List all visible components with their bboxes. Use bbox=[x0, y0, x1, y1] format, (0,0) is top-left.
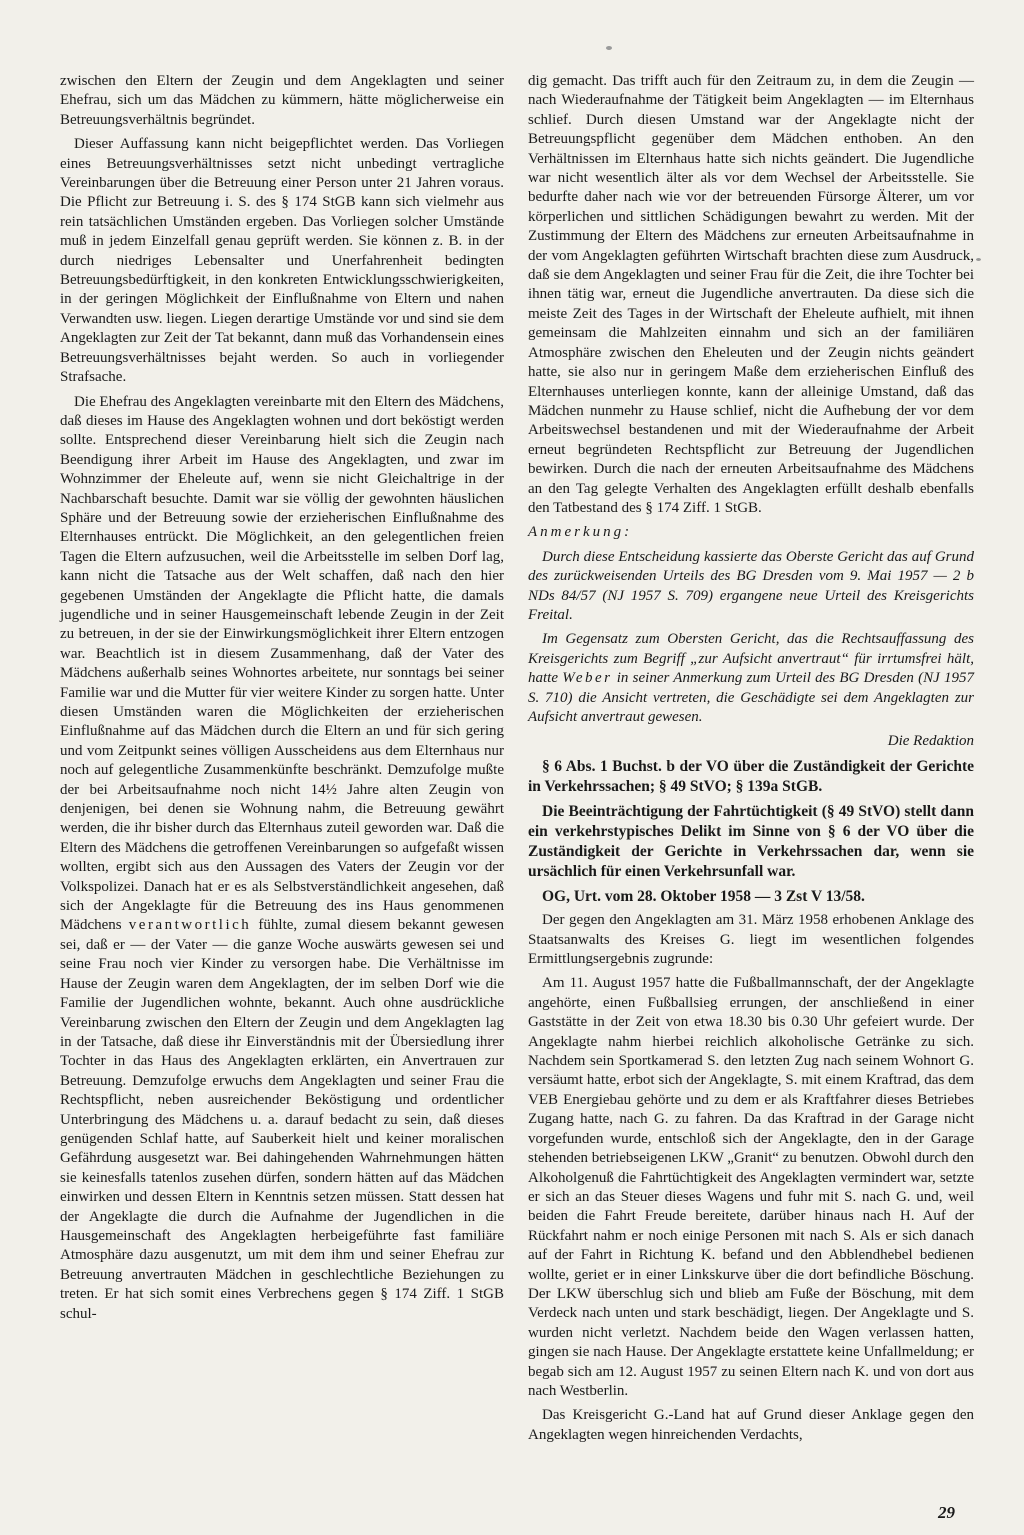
left-column bbox=[60, 72, 504, 1329]
right-column bbox=[528, 72, 974, 1450]
text-run: Im Gegensatz zum Obersten Gericht, das die Rechtsauffassung des Kreisgerichts zum Begriff „zur Aufsicht anvertraut“ für irrtumsfrei hält, hatte bbox=[528, 631, 974, 687]
text-run: fühlte, zumal diesem bekannt gewesen sei, daß er — der Vater — die ganze Woche auswärts gewesen sei und seine Frau noch vier Kinder zu versorgen habe. Die Verhältnisse im Hause der Zeugin waren dem Angeklagten, der im selben Dorf wie die Familie der Jugendlichen wohnte, bekannt. Auch ohne ausdrückliche Vereinbarung zwischen den Eltern der Zeugin und dem Angeklagten lag in der Tatsache, daß diese ihr Einverständnis mit der Übersiedlung ihrer Tochter in das Haus des Angeklagten erklärten, ein Anvertrauen zur Betreuung. Demzufolge erwuchs dem Angeklagten und seiner Frau die Rechtspflicht, neben ausreichender Beköstigung und ordentlicher Unterbringung des Mädchens u. a. darauf bedacht zu sein, daß dieses genügenden Schlaf hatte, auf Sauberkeit hielt und keiner moralischen Gefährdung ausgesetzt war. Bei dahingehenden Wahrnehmungen hätten sie keinesfalls tatenlos zusehen dürfen, sondern hätten auf das Mädchen einwirken und dessen Eltern in Kenntnis setzen müssen. Statt dessen hat der Angeklagte die durch die Aufnahme der Jugendlichen in die Hausgemeinschaft des Angeklagten herbeigeführte fast familiäre Atmosphäre dazu ausgenutzt, um mit dem ihm und seiner Ehefrau zur Betreuung anvertrauten Mädchen in geschlechtliche Beziehungen zu treten. Er hat sich somit eines Verbrechens gegen § 174 Ziff. 1 StGB schul- bbox=[60, 917, 504, 1322]
annotation-paragraph bbox=[528, 630, 974, 727]
text-run: in seiner Anmerkung zum Urteil des BG Dresden (NJ 1957 S. 710) die Ansicht vertreten, die Geschädigte sei dem Angeklagten zur Aufsicht anvertraut gewesen. bbox=[528, 670, 974, 725]
paragraph: zwischen den Eltern der Zeugin und dem Angeklagten und seiner Ehefrau, sich um das Mädchen zu kümmern, hätte möglicherweise ein Betreuungsverhältnis begründet. bbox=[60, 73, 504, 128]
case-reference: OG, Urt. vom 28. Oktober 1958 — 3 Zst V 13/58. bbox=[542, 887, 865, 905]
annotation-paragraph: Durch diese Entscheidung kassierte das Oberste Gericht das auf Grund des zurückweisenden Urteils des BG Dresden vom 9. Mai 1957 — 2 b NDs 84/57 (NJ 1957 S. 709) ergangene neue Urteil des Kreisgerichts Freital. bbox=[528, 548, 974, 623]
paragraph: Am 11. August 1957 hatte die Fußballmannschaft, der der Angeklagte angehörte, einen Fußballsieg errungen, der anschließend in einer Gaststätte in der Zeit von etwa 18.30 bis 0.30 Uhr gefeiert wurde. Der Angeklagte nahm hierbei reichlich alkoholische Getränke zu sich. Nachdem sein Sportkamerad S. den letzten Zug nach seinem Wohnort G. versäumt hatte, erbot sich der Angeklagte, S. mit einem Kraftrad, das dem VEB Energiebau gehörte und zu dem er als Kraftfahrer dieses Betriebes Zugang hatte, nach G. zu fahren. Da das Kraftrad in der Garage nicht vorgefunden wurde, entschloß sich der Angeklagte, den in der Garage stehenden betriebseigenen LKW „Granit“ zu benutzen. Obwohl durch den Alkoholgenuß die Fahrtüchtigkeit des Angeklagten vermindert war, setzte er sich an das Steuer dieses Wagens und fuhr mit S. nach G. und, weil beiden die Fahrt Freude bereitete, darüber hinaus nach H. Auf der Rückfahrt nahm er noch einige Personen mit nach S. Als er sich danach auf der Fahrt in Richtung K. befand und den Abblendhebel bedienen wollte, geriet er in einer Linkskurve über die dort befindliche Böschung. Der LKW überschlug sich und blieb am Fuße der Böschung, mit dem Verdeck nach unten und stark beschädigt, liegen. Der Angeklagte und S. wurden nicht verletzt. Nachdem beide den Wagen verlassen hatten, gingen sie nach Hause. Der Angeklagte erstattete keine Unfallmeldung; er begab sich am 12. August 1957 zu seinen Eltern nach K. und von dort aus nach Westberlin. bbox=[528, 975, 974, 1399]
print-speck bbox=[976, 258, 981, 261]
spaced-text: verantwortlich bbox=[128, 917, 252, 934]
headnote: Die Beeinträchtigung der Fahrtüchtigkeit (§ 49 StVO) stellt dann ein verkehrstypisches Delikt im Sinne von § 6 der VO über die Zuständigkeit der Gerichte in Verkehrssachen dar, wenn sie ursächlich für einen Verkehrsunfall war. bbox=[528, 802, 974, 880]
paragraph: Dieser Auffassung kann nicht beigepflichtet werden. Das Vorliegen eines Betreuungsverhältnisses setzt nicht unbedingt vertragliche Vereinbarungen über die Betreuung einer Person unter 21 Jahren voraus. Die Pflicht zur Betreuung i. S. des § 174 StGB kann sich vielmehr aus rein tatsächlichen Umständen ergeben. Das Vorliegen solcher Umstände muß in jedem Einzelfall genau geprüft werden. Sie können z. B. in der durch niedriges Lebensalter und Unerfahrenheit bedingten Betreuungsbedürftigkeit, in den konkreten Entwicklungsschwierigkeiten, in der geringen Möglichkeit der Einflußnahme von Eltern und nahen Verwandten usw. liegen. Liegen derartige Umstände vor und sind sie dem Angeklagten zur Zeit der Tat bekannt, dann muß das Vorhandensein eines Betreuungsverhältnisses bejaht werden. So auch in vorliegender Strafsache. bbox=[60, 136, 504, 386]
annotation-heading: Anmerkung: bbox=[528, 524, 633, 541]
law-heading: § 6 Abs. 1 Buchst. b der VO über die Zuständigkeit der Gerichte in Verkehrssachen; § 49 StVO; § 139a StGB. bbox=[528, 757, 974, 795]
paragraph: Das Kreisgericht G.-Land hat auf Grund dieser Anklage gegen den Angeklagten wegen hinreichenden Verdachts, bbox=[528, 1407, 974, 1443]
text-run: Die Ehefrau des Angeklagten vereinbarte mit den Eltern des Mädchens, daß dieses im Hause des Angeklagten wohnen und dort beköstigt werden sollte. Entsprechend dieser Vereinbarung hielt sich die Zeugin nach Beendigung ihrer Arbeit im Hause des Angeklagten, und zwar im Wohnzimmer der Eheleute auf, wenn sie nicht Gleichaltrige in der Nachbarschaft besuchte. Damit war sie völlig der gewohnten häuslichen Sphäre und der Betreuung sowie der erzieherischen Einflußnahme des Elternhauses entrückt. Die Möglichkeit, an den gelegentlichen freien Tagen die Eltern aufzusuchen, weil die Arbeitsstelle im selben Dorf lag, kann nicht die Tatsache aus der Welt schaffen, daß nach den hier gegebenen Umständen der Angeklagte die Pflicht hatte, die damals jugendliche und in seiner Hausgemeinschaft lebende Zeugin in der Zeit zu betreuen, in der sie der Einwirkungsmöglichkeit ihrer Eltern entzogen war. Beachtlich ist in diesem Zusammenhang, daß der Vater des Mädchens außerhalb seines Wohnortes arbeitete, nur sonntags bei seiner Familie war und die Mutter für vier weitere Kinder zu sorgen hatte. Unter diesen Umständen waren die Möglichkeiten der erzieherischen Einflußnahme auf das Mädchen durch die Eltern an und für sich gering und vom Zeitpunkt seines völligen Ausscheidens aus dem Elternhaus nur noch auf gelegentliche Zusammenkünfte beschränkt. Demzufolge mußte der bei Arbeitsaufnahme noch nicht 14½ Jahre alten Zeugin von denjenigen, bei denen sie Wohnung nahm, die Betreuung gewährt werden, die ihr bisher durch das Elternhaus zuteil geworden war. Daß die Eltern des Mädchens die getroffenen Vereinbarungen so aufgefaßt wissen wollten, ergibt sich aus den Aussagen des Vaters der Zeugin vor der Volkspolizei. Danach hat er es als Selbstverständlichkeit angesehen, daß sich der Angeklagte für die Betreuung des ins Haus genommenen Mädchens bbox=[60, 393, 504, 934]
spaced-text: Weber bbox=[562, 670, 613, 687]
paragraph bbox=[60, 393, 504, 1325]
paragraph: dig gemacht. Das trifft auch für den Zeitraum zu, in dem die Zeugin — nach Wiederaufnahme der Tätigkeit beim Angeklagten — im Elternhaus schlief. Durch diesen Umstand war der Angeklagte nicht der Betreuungspflicht gegenüber dem Mädchen enthoben. An den Verhältnissen im Elternhaus hatte sich nichts geändert. Die Jugendliche war nicht wesentlich älter als vor dem Wechsel der Arbeitsstelle. Sie bedurfte daher nach wie vor der betreuenden Fürsorge Älterer, um vor körperlichen und sittlichen Schädigungen bewahrt zu werden. Mit der Zustimmung der Eltern des Mädchens zur erneuten Arbeitsaufnahme in der vom Angeklagten geführten Wirtschaft brachten diese zum Ausdruck, daß sie dem Angeklagten und seiner Frau für die Zeit, die ihre Tochter bei ihnen tätig war, erneut die Jugendliche anvertrauten. Da diese sich die meiste Zeit des Tages in der Wirtschaft der Eheleute aufhielt, mit ihnen gemeinsam die Mahlzeiten einnahm und sich an der familiären Atmosphäre zwischen den Eheleuten und der Zeugin nichts geändert hatte, sie also nur in geringem Maße dem erzieherischen Einfluß des Elternhauses unterliegen konnte, kann der alleinige Umstand, daß das Mädchen nunmehr zu Hause schlief, nicht die Aufhebung der vor dem Arbeitswechsel bestandenen und mit der Wiederaufnahme der Arbeit erneut begründeten Rechtspflicht zur Betreuung der Jugendlichen bewirken. Durch die nach der erneuten Arbeitsaufnahme des Mädchens an den Tag gelegte Verhalten des Angeklagten erfüllt deshalb ebenfalls den Tatbestand des § 174 Ziff. 1 StGB. bbox=[528, 73, 974, 516]
paragraph: Der gegen den Angeklagten am 31. März 1958 erhobenen Anklage des Staatsanwalts des Kreises G. liegt im wesentlichen folgendes Ermittlungsergebnis zugrunde: bbox=[528, 912, 974, 968]
editorial-signature: Die Redaktion bbox=[887, 733, 974, 750]
page-number: 29 bbox=[938, 1503, 955, 1522]
print-speck bbox=[606, 46, 612, 50]
